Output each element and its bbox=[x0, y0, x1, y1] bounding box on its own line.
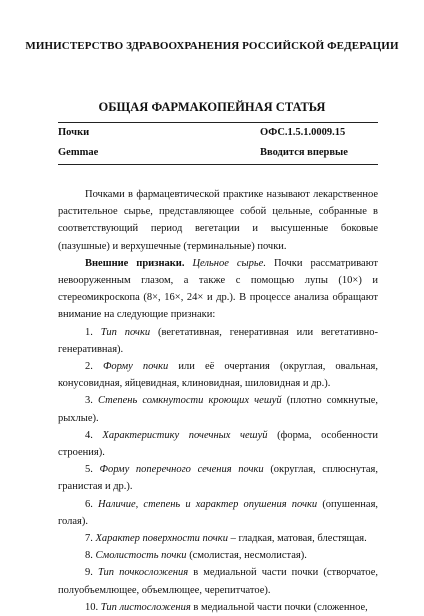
header-rule-bottom bbox=[58, 164, 378, 165]
list-item: 9. Тип почкосложения в медиальной части почки (створчатое, полуобъемлющее, объемлющее, черепитчатое). bbox=[58, 567, 379, 596]
list-item: 5. Форму поперечного сечения почки (округлая, сплюснутая, гранистая и др.). bbox=[58, 464, 379, 493]
whole-raw-label: Цельное сырье. bbox=[192, 257, 266, 269]
list-item: 1. Тип почки (вегетативная, генеративная или вегетативно-генеративная). bbox=[58, 326, 378, 355]
article-body bbox=[58, 186, 378, 616]
introduction-note: Вводится впервые bbox=[260, 147, 348, 158]
external-features-paragraph bbox=[58, 255, 378, 324]
article-code: ОФС.1.5.1.0009.15 bbox=[260, 127, 346, 138]
list-item: 6. Наличие, степень и характер опушения почки (опушенная, голая). bbox=[58, 498, 379, 527]
intro-paragraph: Почками в фармацевтической практике называют лекарственное растительное сырье, представляющее собой цельные, собранные в соответствующий период вегетации и высушенные боковые (пазушные) и верхушечные (терминальные) почки. bbox=[58, 189, 378, 252]
list-item: 7. Характер поверхности почки – гладкая, матовая, блестящая. bbox=[85, 533, 367, 545]
list-item: 4. Характеристику почечных чешуй (форма, особенности строения). bbox=[58, 429, 379, 459]
list-item: 2. Форму почки или её очертания (округлая, овальная, конусовидная, яйцевидная, клиновидная, шиловидная и др.). bbox=[58, 361, 379, 390]
external-features-text: Почки рассматривают невооруженным глазом, а также с помощью лупы (10×) и стереомикроскопа (8×, 16×, 24× и др.). В процессе анализа обращают внимание на следующие признаки: bbox=[58, 257, 379, 321]
list-item: 8. Смолистость почки (смолистая, несмолистая). bbox=[85, 550, 307, 562]
ministry-header: МИНИСТЕРСТВО ЗДРАВООХРАНЕНИЯ РОССИЙСКОЙ ФЕДЕРАЦИИ bbox=[25, 40, 399, 52]
list-item: 3. Степень сомкнутости кроющих чешуй (плотно сомкнутые, рыхлые). bbox=[58, 395, 378, 424]
article-name-ru: Почки bbox=[58, 127, 90, 138]
header-rule-top bbox=[58, 122, 378, 123]
article-name-latin: Gemmae bbox=[58, 147, 99, 158]
list-item: 10. Тип листосложения в медиальной части почки (сложенное, bbox=[85, 601, 368, 613]
external-features-heading: Внешние признаки. bbox=[85, 257, 185, 269]
article-title: ОБЩАЯ ФАРМАКОПЕЙНАЯ СТАТЬЯ bbox=[98, 100, 326, 114]
